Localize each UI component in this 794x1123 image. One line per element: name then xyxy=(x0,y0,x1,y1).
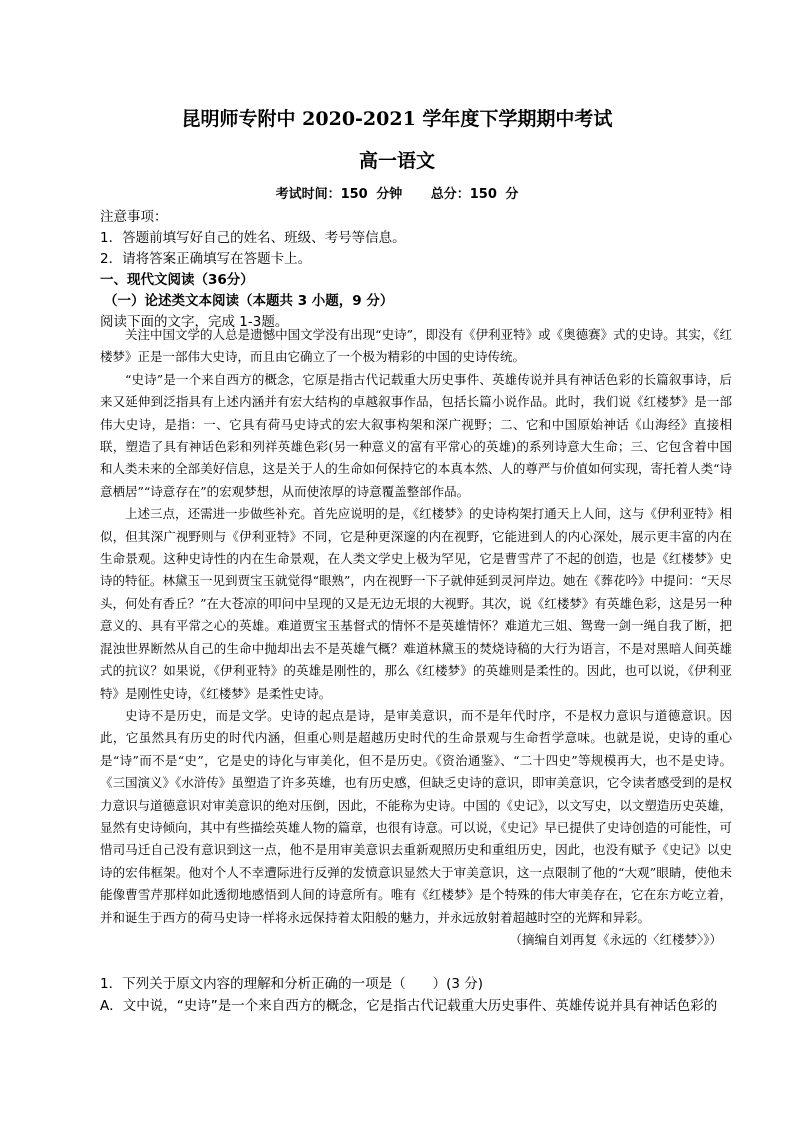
notes-item: 1．答题前填写好自己的姓名、班级、考号等信息。 xyxy=(100,230,406,246)
exam-meta xyxy=(0,183,794,202)
passage-paragraph: 上述三点，还需进一步做些补充。首先应说明的是，《红楼梦》的史诗构架打通天上人间，这与《伊利亚特》相似，但其深广视野则与《伊利亚特》不同，它是种更深邃的内在视野，它能进到人的内心深处，展示更丰富的内在生命景观。这种史诗性的内在生命景观，在人类文学史上极为罕见，它是曹雪芹了不起的创造，也是《红楼梦》史诗的特征。林黛玉一见到贾宝玉就觉得“眼熟”，内在视野一下子就伸延到灵河岸边。她在《葬花吟》中提问：“天尽头，何处有香丘？”在大苍凉的叩问中呈现的又是无边无垠的大视野。其次，说《红楼梦》有英雄色彩，这是另一种意义的、具有平常之心的英雄。难道贾宝玉基督式的情怀不是英雄情怀？难道尤三姐、鸳鸯一剑一绳自我了断，把混浊世界断然从自己的生命中抛却出去不是英雄气概？难道林黛玉的焚烧诗稿的大行为语言，不是对黑暗人间英雄式的抗议？如果说，《伊利亚特》的英雄是刚性的，那么《红楼梦》的英雄则是柔性的。因此，也可以说，《伊利亚特》是刚性史诗，《红楼梦》是柔性史诗。 xyxy=(100,506,732,701)
exam-time: 考试时间：150 分钟 xyxy=(275,187,403,202)
question-1: 1．下列关于原文内容的理解和分析正确的一项是（ ）(3 分) xyxy=(100,976,484,992)
passage-paragraph: 关注中国文学的人总是遗憾中国文学没有出现“史诗”，即没有《伊利亚特》或《奥德赛》式的史诗。其实，《红楼梦》正是一部伟大史诗，而且由它确立了一个极为精彩的中国的史诗传统。 xyxy=(100,327,732,365)
question-1-option-a: A．文中说，“史诗”是一个来自西方的概念，它是指古代记载重大历史事件、英雄传说并具有神话色彩的 xyxy=(100,998,718,1014)
notes-heading: 注意事项： xyxy=(100,209,168,225)
passage-source: （摘编自刘再复《永远的〈红楼梦〉》） xyxy=(509,931,722,947)
notes-item: 2．请将答案正确填写在答题卡上。 xyxy=(100,251,312,267)
passage-paragraph: 史诗不是历史，而是文学。史诗的起点是诗，是审美意识，而不是年代时序，不是权力意识与道德意识。因此，它虽然具有历史的时代内涵，但重心则是超越历史时代的生命景观与生命哲学意味。也就是说，史诗的重心是“诗”而不是“史”，它是史的诗化与审美化，但不是历史。《资治通鉴》、“二十四史”等规模再大，也不是史诗。《三国演义》《水浒传》虽塑造了许多英雄，也有历史感，但缺乏史诗的意识，即审美意识，它令读者感受到的是权力意识与道德意识对审美意识的绝对压倒，因此，不能称为史诗。中国的《史记》，以文写史，以文塑造历史英雄，显然有史诗倾向，其中有些描绘英雄人物的篇章，也很有诗意。可以说，《史记》早已提供了史诗创造的可能性，可惜司马迁自己没有意识到这一点，他不是用审美意识去重新观照历史和重组历史，因此，也没有赋予《史记》以史诗的宏伟框架。他对个人不幸遭际进行反弹的发愤意识显然大于审美意识，这一点限制了他的“大观”眼睛，使他未能像曹雪芹那样如此透彻地感悟到人间的诗意所有。唯有《红楼梦》是个特殊的伟大审美存在，它在东方屹立着，并和诞生于西方的荷马史诗一样将永远保持着太阳般的魅力，并永远放射着超越时空的光辉和异彩。 xyxy=(100,707,732,925)
subject-title: 高一语文 xyxy=(358,150,435,172)
exam-score: 总分：150 分 xyxy=(430,187,519,202)
reading-instruction: 阅读下面的文字，完成 1-3题。 xyxy=(100,314,289,330)
passage-paragraph: “史诗”是一个来自西方的概念，它原是指古代记载重大历史事件、英雄传说并具有神话色彩的长篇叙事诗，后来又延伸到泛指具有上述内涵并有宏大结构的卓越叙事作品，包括长篇小说作品。此时，我们说《红楼梦》是一部伟大史诗，是指：一、它具有荷马史诗式的宏大叙事构架和深广视野；二、它和中国原始神话《山海经》直接相联，塑造了具有神话色彩和列祥英雄色彩(另一种意义的富有平常心的英雄)的系列诗意大生命；三、它包含着中国和人类未来的全部美好信息，这是关于人的生命如何保持它的本真本然、人的尊严与价值如何实现，寄托着人类“诗意栖居”“诗意存在”的宏观梦想，从而使浓厚的诗意覆盖整部作品。 xyxy=(100,371,732,499)
section-heading: 一、现代文阅读（36分） xyxy=(100,272,254,288)
reading-passage xyxy=(100,324,732,951)
subsection-heading: （一）论述类文本阅读（本题共 3 小题，9 分） xyxy=(104,293,394,309)
exam-title: 昆明师专附中 2020-2021 学年度下学期期中考试 xyxy=(181,108,613,130)
